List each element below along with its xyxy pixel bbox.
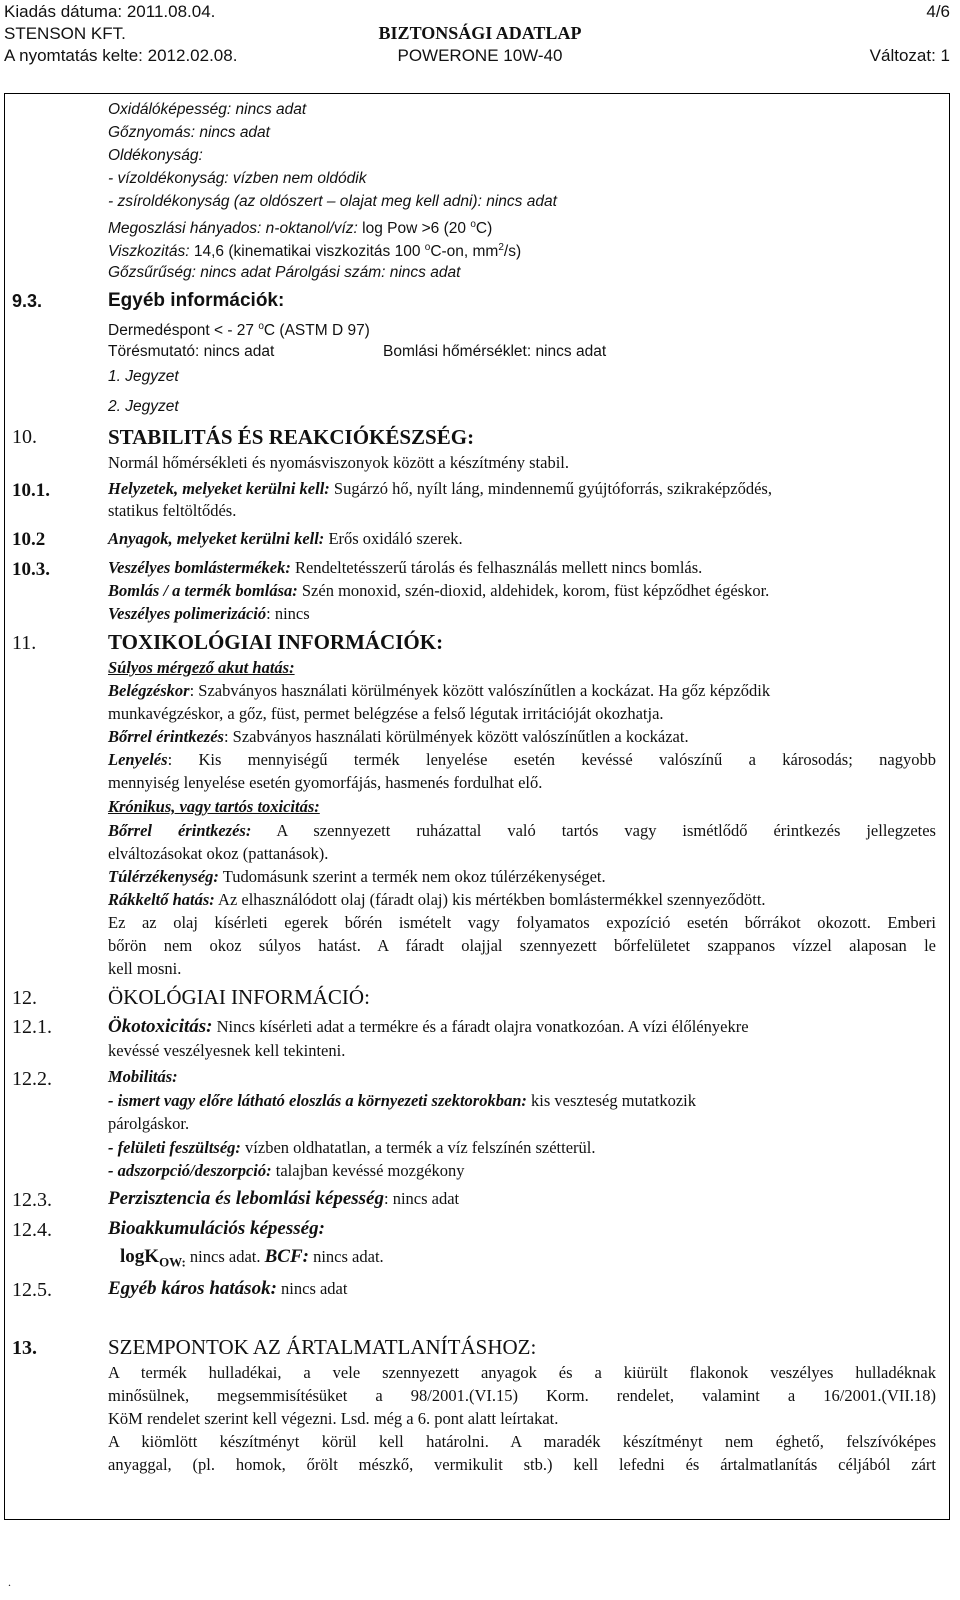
- section-number: 10.: [12, 426, 37, 448]
- mobility-line-1: - ismert vagy előre látható eloszlás a környezeti szektorokban: kis veszteség mutatkozik: [108, 1091, 696, 1110]
- solubility-line: Oldékonyság:: [108, 147, 203, 164]
- other-adverse-effects: Egyéb káros hatások: nincs adat: [108, 1278, 348, 1299]
- inhalation-line: Belégzéskor: Szabványos használati körülmények között valószínűtlen a kockázat. Ha gőz képződik: [108, 681, 771, 700]
- bioaccumulation-heading: Bioakkumulációs képesség:: [108, 1218, 325, 1239]
- mobility-heading: Mobilitás:: [108, 1067, 178, 1086]
- carcinogenicity-line-3: bőrön nem okoz súlyos hatást. A fáradt olajjal szennyezett bőrfelületet szappanos vízzel alaposan le: [108, 936, 936, 955]
- fat-solubility-line: - zsíroldékonyság (az oldószert – olajat meg kell adni): nincs adat: [108, 193, 557, 210]
- section-number: 12.: [12, 987, 37, 1009]
- section-heading: Egyéb információk:: [108, 290, 285, 311]
- section-number: 10.2: [12, 529, 46, 550]
- document-title: BIZTONSÁGI ADATLAP: [378, 23, 582, 43]
- disposal-line-1: A termék hulladékai, a vele szennyezett anyagok és a kiürült flakonok veszélyes hulladéknak: [108, 1363, 936, 1382]
- section-heading: ÖKOLÓGIAI INFORMÁCIÓ:: [108, 985, 370, 1009]
- mobility-line-1-cont: párolgáskor.: [108, 1114, 190, 1133]
- logkow-line: logK$_{OW:}$ nincs adat. BCF: nincs adat.: [120, 1246, 384, 1270]
- oxidizing-line: Oxidálóképesség: nincs adat: [108, 101, 307, 118]
- footer-mark: .: [8, 1575, 11, 1589]
- decomposition-products: Bomlás / a termék bomlása: Szén monoxid, szén-dioxid, aldehidek, korom, füst képződhet égéskor.: [108, 581, 770, 600]
- acute-toxicity-heading: Súlyos mérgező akut hatás:: [108, 658, 295, 677]
- section-heading: SZEMPONTOK AZ ÁRTALMATLANÍTÁSHOZ:: [108, 1335, 537, 1359]
- materials-to-avoid: Anyagok, melyeket kerülni kell: Erős oxidáló szerek.: [108, 529, 463, 548]
- section-heading: TOXIKOLÓGIAI INFORMÁCIÓK:: [108, 630, 444, 654]
- chronic-toxicity-heading: Krónikus, vagy tartós toxicitás:: [108, 797, 320, 816]
- disposal-line-2: minősülnek, megsemmisítésüket a 98/2001.(VI.15) Korm. rendelet, valamint a 16/2001.(VII.18): [108, 1386, 936, 1405]
- section-number: 9.3.: [12, 291, 43, 311]
- conditions-to-avoid-cont: statikus feltöltődés.: [108, 501, 237, 520]
- section-number: 10.3.: [12, 559, 50, 580]
- water-solubility-line: - vízoldékonyság: vízben nem oldódik: [108, 170, 367, 187]
- chronic-skin-line-cont: elváltozásokat okoz (pattanások).: [108, 844, 329, 863]
- section-number: 10.1.: [12, 480, 50, 501]
- disposal-line-4: A kiömlött készítményt körül kell határolni. A maradék készítményt nem éghető, felszívóképes: [108, 1432, 936, 1451]
- mobility-line-3: - adszorpció/deszorpció: talajban kevéssé mozgékony: [108, 1161, 465, 1180]
- section-number: 12.2.: [12, 1068, 52, 1090]
- carcinogenicity-line-2: Ez az olaj kísérleti egerek bőrén ismételt vagy folyamatos expozíció esetén bőrrákot okozott. Emberi: [108, 913, 936, 932]
- stability-text: Normál hőmérsékleti és nyomásviszonyok között a készítmény stabil.: [108, 453, 569, 472]
- sensitization-line: Túlérzékenység: Tudomásunk szerint a termék nem okoz túlérzékenységet.: [108, 867, 606, 886]
- section-number: 11.: [12, 632, 37, 654]
- section-number: 12.1.: [12, 1016, 52, 1038]
- vapour-density-line: Gőzsűrűség: nincs adat Párolgási szám: nincs adat: [108, 264, 461, 281]
- ecotoxicity-line: Ökotoxicitás: Nincs kísérleti adat a termékre és a fáradt olajra vonatkozóan. A vízi élőlényekre: [108, 1016, 749, 1037]
- conditions-to-avoid: Helyzetek, melyeket kerülni kell: Sugárzó hő, nyílt láng, mindennemű gyújtóforrás, szikraképződés,: [108, 479, 772, 498]
- vapour-pressure-line: Gőznyomás: nincs adat: [108, 124, 270, 141]
- issue-date: Kiadás dátuma: 2011.08.04.: [4, 2, 216, 21]
- polymerization: Veszélyes polimerizáció: nincs: [108, 604, 310, 623]
- section-number: 12.5.: [12, 1279, 52, 1301]
- section-number: 13.: [12, 1337, 37, 1359]
- ecotoxicity-line-cont: kevéssé veszélyesnek kell tekinteni.: [108, 1041, 346, 1060]
- refractive-index: Törésmutató: nincs adat: [108, 343, 275, 360]
- ingestion-line-cont: mennyiség lenyelése esetén gyomorfájás, hasmenés fordulhat elő.: [108, 773, 543, 792]
- section-number: 12.3.: [12, 1189, 52, 1211]
- carcinogenicity-line-4: kell mosni.: [108, 959, 182, 978]
- print-date: A nyomtatás kelte: 2012.02.08.: [4, 46, 238, 65]
- company-name: STENSON KFT.: [4, 24, 126, 43]
- ingestion-line: Lenyelés: Kis mennyiségű termék lenyelése esetén kevéssé valószínű a károsodás; nagyobb: [108, 750, 936, 769]
- section-heading: STABILITÁS ÉS REAKCIÓKÉSZSÉG:: [108, 425, 475, 449]
- section-number: 12.4.: [12, 1219, 52, 1241]
- disposal-line-3: KöM rendelet szerint kell végezni. Lsd. még a 6. pont alatt leírtakat.: [108, 1409, 559, 1428]
- note-2: 2. Jegyzet: [108, 398, 179, 415]
- page-number: 4/6: [926, 2, 950, 21]
- decomposition-temp: Bomlási hőmérséklet: nincs adat: [383, 343, 607, 360]
- mobility-line-2: - felületi feszültség: vízben oldhatatlan, a termék a víz felszínén szétterül.: [108, 1138, 596, 1157]
- product-name: POWERONE 10W-40: [397, 46, 563, 65]
- viscosity-line: Viszkozitás: 14,6 (kinematikai viszkozitás 100 $^o$C-on, $mm^2/s$): [108, 242, 522, 261]
- hazardous-decomposition: Veszélyes bomlástermékek: Rendeltetésszerű tárolás és felhasználás mellett nincs bomlás.: [108, 558, 703, 577]
- persistence-line: Perzisztencia és lebomlási képesség: nincs adat: [108, 1188, 460, 1209]
- note-1: 1. Jegyzet: [108, 368, 179, 385]
- carcinogenicity-line: Rákkeltő hatás: Az elhasználódott olaj (fáradt olaj) kis mértékben bomlástermékkel szennyeződött.: [108, 890, 766, 909]
- partition-line: Megoszlási hányados: n-oktanol/víz: log Pow >6 (20 $^o$C): [108, 219, 493, 238]
- skin-contact-line: Bőrrel érintkezés: Szabványos használati körülmények között valószínűtlen a kockázat.: [108, 727, 689, 746]
- pour-point-line: Dermedéspont < - 27 $^o$C (ASTM D 97): [108, 321, 370, 340]
- version: Változat: 1: [869, 46, 950, 65]
- disposal-line-5: anyaggal, (pl. homok, őrölt mészkő, vermikulit stb.) kell lefedni és ártalmatlanítás céljából zárt: [108, 1455, 936, 1474]
- inhalation-line-cont: munkavégzéskor, a gőz, füst, permet belégzése a felső légutak irritációját okozhatja.: [108, 704, 664, 723]
- chronic-skin-line: Bőrrel érintkezés: A szennyezett ruházattal való tartós vagy ismétlődő érintkezés jellegzetes: [108, 821, 936, 840]
